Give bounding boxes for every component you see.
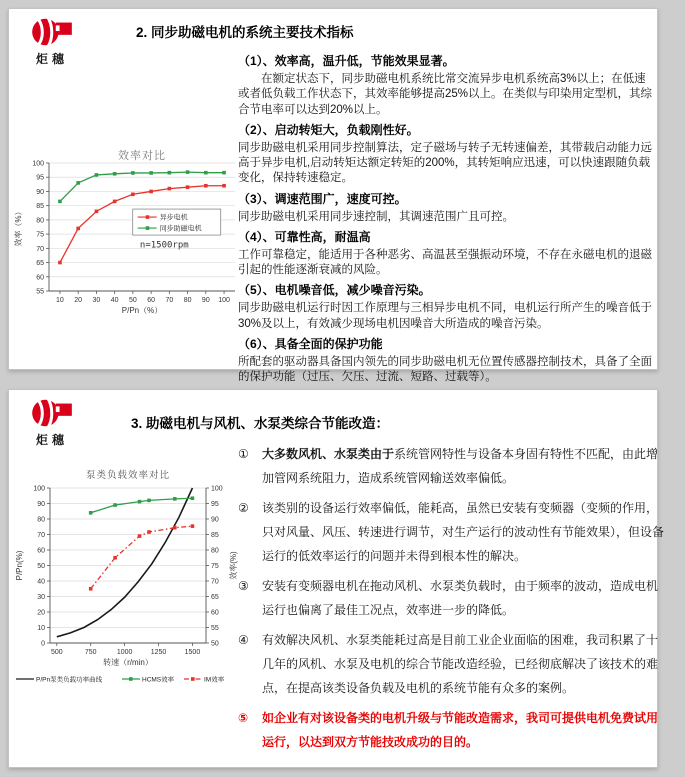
item-number: ① [238, 447, 249, 461]
svg-text:65: 65 [36, 260, 44, 268]
retrofit-points-list [238, 442, 664, 760]
section2-title: 2. 同步助磁电机的系统主要技术指标 [136, 25, 354, 40]
item-body: 系统管网特性与设备本身固有特性不匹配，由此增加管网系统阻力，造成系统管网输送效率偏低。 [262, 447, 659, 485]
svg-text:转速（r/min）: 转速（r/min） [103, 658, 153, 667]
tech-item-body: 同步助磁电机采用同步速控制，其调速范围广且可控。 [238, 210, 514, 223]
list-item-highlighted [238, 706, 664, 754]
tech-item-body: 在额定状态下，同步助磁电机系统比常交流异步电机系统高3%以上；在低速或者低负载工作状态下，其效率能够提高25%以上。在类似与印染用定型机，其综合节电率可以达到20%以上。 [238, 72, 653, 116]
svg-text:55: 55 [36, 288, 44, 296]
svg-text:1250: 1250 [150, 649, 167, 656]
svg-text:效率对比: 效率对比 [118, 150, 166, 162]
company-logo [23, 15, 81, 67]
svg-text:IM效率: IM效率 [204, 676, 225, 684]
svg-text:P/Pn（%）: P/Pn（%） [121, 306, 163, 315]
svg-text:80: 80 [211, 547, 219, 555]
svg-text:30: 30 [37, 594, 45, 601]
svg-text:80: 80 [183, 297, 192, 304]
item-text [262, 628, 664, 700]
svg-text:1500: 1500 [184, 649, 201, 656]
company-logo [23, 396, 81, 448]
panel-section3 [8, 389, 665, 768]
item-text [262, 442, 664, 490]
list-item [238, 628, 664, 700]
svg-text:10: 10 [56, 297, 64, 304]
svg-text:1000: 1000 [116, 649, 133, 656]
svg-text:70: 70 [211, 578, 219, 586]
item-text [262, 706, 664, 754]
tech-item-body: 同步助磁电机采用同步控制算法，定子磁场与转子无转速偏差，其带载启动能力远高于异步电机,启动转矩达额定转矩的200%，其转矩响应迅速，可以快速跟随负载变化，保持转速稳定。 [238, 141, 652, 185]
svg-text:50: 50 [128, 297, 137, 304]
svg-text:70: 70 [37, 532, 45, 539]
svg-text:效率（%）: 效率（%） [14, 207, 23, 247]
svg-text:60: 60 [37, 547, 45, 555]
svg-text:60: 60 [36, 274, 44, 282]
svg-text:n=1500rpm: n=1500rpm [139, 240, 189, 251]
svg-text:异步电机: 异步电机 [159, 214, 188, 222]
tech-item-heading: （2）、启动转矩大，负载刚性好。 [238, 122, 419, 137]
svg-text:70: 70 [36, 245, 44, 253]
pump-chart-container [14, 468, 239, 708]
svg-text:750: 750 [84, 649, 97, 656]
flame-logo-icon [31, 396, 73, 430]
efficiency-comparison-chart [13, 149, 243, 319]
svg-text:80: 80 [37, 516, 45, 524]
svg-text:95: 95 [36, 174, 44, 182]
svg-text:20: 20 [74, 297, 83, 304]
svg-text:75: 75 [211, 563, 219, 570]
svg-text:效率(%): 效率(%) [229, 551, 238, 580]
item-body: 有效解决风机、水泵类能耗过高是目前工业企业面临的困难，我司积累了十几年的风机、水泵及电机的综合节能改造经验，已经彻底解决了该技术的难点，在提高该类设备负载及电机的系统节能有众多的案例。 [262, 633, 659, 695]
svg-text:70: 70 [165, 297, 174, 304]
svg-text:40: 40 [37, 578, 45, 586]
tech-indicators-list [238, 49, 653, 385]
svg-text:20: 20 [37, 609, 45, 617]
svg-text:40: 40 [110, 297, 119, 304]
logo-text: 炬穗 [35, 433, 68, 447]
efficiency-chart-container [13, 149, 243, 324]
svg-text:60: 60 [147, 297, 156, 304]
svg-text:90: 90 [201, 297, 210, 304]
svg-text:90: 90 [37, 501, 45, 508]
svg-text:P/Pn泵类负载功率曲线: P/Pn泵类负载功率曲线 [36, 676, 103, 684]
svg-text:0: 0 [41, 640, 45, 648]
svg-text:65: 65 [211, 594, 219, 601]
svg-text:50: 50 [211, 640, 219, 648]
svg-text:100: 100 [32, 160, 44, 168]
svg-text:80: 80 [36, 217, 44, 225]
svg-text:10: 10 [37, 625, 45, 632]
tech-item-heading: （4）、可靠性高，耐温高 [238, 229, 371, 244]
svg-text:60: 60 [211, 609, 219, 617]
item-number: ⑤ [238, 711, 249, 725]
svg-text:泵类负载效率对比: 泵类负载效率对比 [85, 470, 171, 481]
svg-text:90: 90 [211, 516, 219, 524]
item-body: 如企业有对该设备类的电机升级与节能改造需求，我司可提供电机免费试用运行，以达到双方节能技改成功的目的。 [262, 711, 659, 749]
flame-logo-icon [31, 15, 73, 49]
svg-text:85: 85 [36, 203, 44, 211]
list-item [238, 496, 664, 568]
item-number: ④ [238, 633, 249, 647]
svg-text:100: 100 [33, 485, 45, 493]
svg-text:50: 50 [37, 563, 45, 570]
svg-text:75: 75 [36, 231, 44, 239]
svg-text:90: 90 [36, 188, 44, 196]
tech-item-heading: （3）、调速范围广，速度可控。 [238, 191, 407, 206]
item-number: ② [238, 501, 249, 515]
svg-text:30: 30 [92, 297, 101, 304]
list-item [238, 574, 664, 622]
section3-title: 3. 助磁电机与风机、水泵类综合节能改造： [131, 416, 390, 431]
tech-item-heading: （1）、效率高，温升低，节能效果显著。 [238, 54, 455, 68]
tech-item-body: 工作可靠稳定，能适用于各种恶劣、高温甚至强振动环境，不存在永磁电机的退磁引起的性能逐渐衰减的风险。 [238, 248, 652, 277]
item-text [262, 574, 664, 622]
item-lead: 大多数风机、水泵类由于 [262, 447, 395, 461]
item-text [262, 496, 664, 568]
tech-item-heading: （6）、具备全面的保护功能 [238, 336, 383, 351]
svg-text:55: 55 [211, 625, 219, 632]
svg-text:P/Pn(%): P/Pn(%) [15, 550, 24, 581]
svg-text:同步助磁电机: 同步助磁电机 [159, 225, 202, 233]
item-number: ③ [238, 579, 249, 593]
svg-text:85: 85 [211, 532, 219, 539]
svg-text:100: 100 [218, 297, 230, 304]
logo-text: 炬穗 [35, 52, 68, 66]
item-body: 该类别的设备运行效率偏低，能耗高，虽然已安装有变频器（变频的作用，只对风量、风压、转速进行调节，对生产运行的波动性有节能效果），但设备运行的低效率运行的问题并未得到根本性的解决。 [262, 501, 665, 563]
tech-item-body: 所配套的驱动器具备国内领先的同步助磁电机无位置传感器控制技术，具备了全面的保护功能（过压、欠压、过流、短路、过载等）。 [238, 355, 652, 384]
svg-text:500: 500 [50, 649, 63, 656]
pump-load-efficiency-chart [14, 468, 239, 703]
list-item [238, 442, 664, 490]
svg-text:100: 100 [211, 485, 223, 493]
item-body: 安装有变频器电机在拖动风机、水泵类负载时，由于频率的波动，造成电机运行也偏离了最佳工况点，效率进一步的降低。 [262, 579, 659, 617]
svg-text:95: 95 [211, 501, 219, 508]
svg-text:HCMS效率: HCMS效率 [142, 676, 175, 684]
tech-item-body: 同步助磁电机运行时因工作原理与三相异步电机不同，电机运行所产生的噪音低于30%及以上，有效减少现场电机因噪音大所造成的噪音污染。 [238, 302, 652, 330]
panel-section2 [8, 8, 658, 384]
tech-item-heading: （5）、电机噪音低，减少噪音污染。 [238, 283, 431, 298]
